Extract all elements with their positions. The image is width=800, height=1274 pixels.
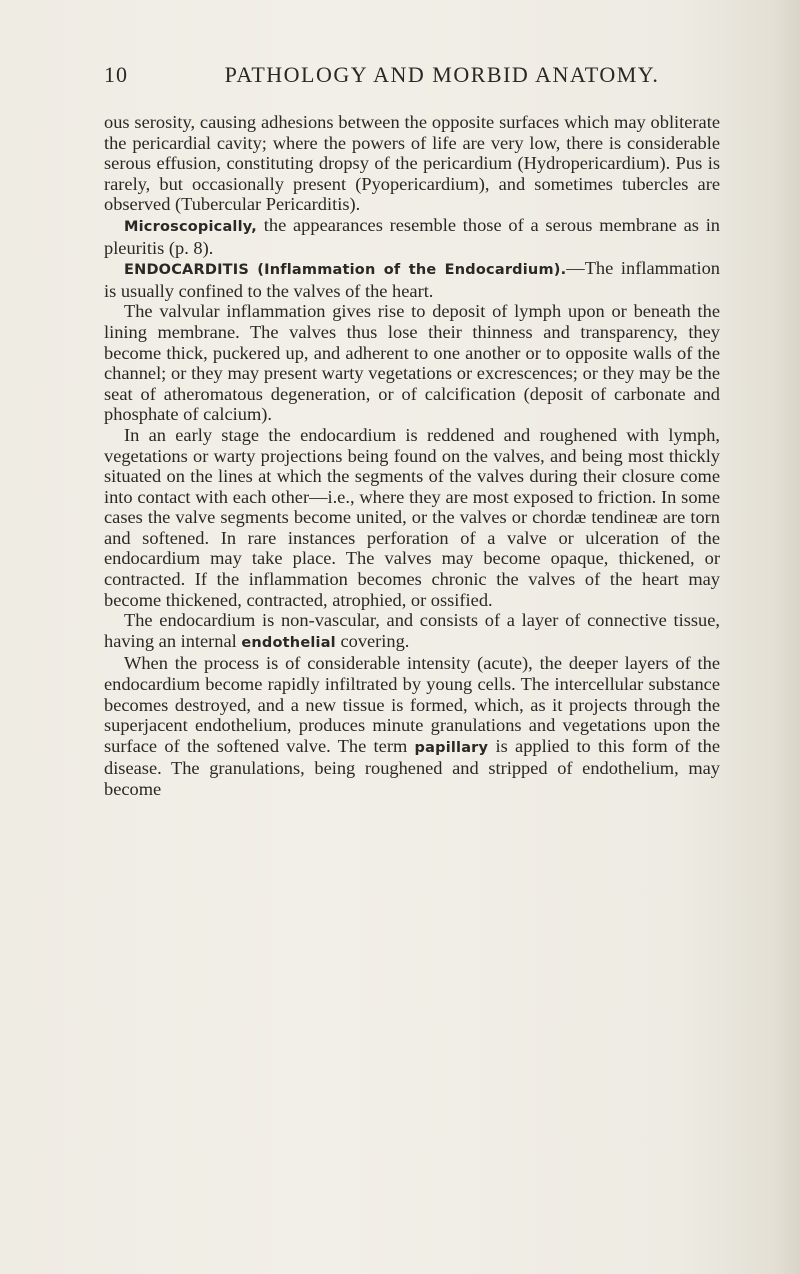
paragraph-early-stage: In an early stage the endocardium is reddened and roughened with lymph, vegetations or warty projections being found on the valves, and being most thickly situated on the lines at which the segments of the valves during their closure come into contact with each other—i.e., where they are most exposed to friction. In some cases the valve segments become united, or the valves or chordæ tendineæ are torn and softened. In rare instances perforation of a valve or ulceration of the endocardium may take place. The valves may become opaque, thickened, or contracted. If the inflammation becomes chronic the valves of the heart may become thickened, contracted, atrophied, or ossified.: [104, 424, 720, 610]
paragraph-endocarditis-heading: [104, 258, 720, 301]
paragraph-endocardium-end: covering.: [335, 630, 410, 651]
term-papillary: papillary: [414, 739, 489, 756]
running-title: PATHOLOGY AND MORBID ANATOMY.: [224, 62, 660, 87]
paragraph-endocardium-structure: [104, 610, 720, 653]
paragraph-valvular-inflammation: The valvular inflammation gives rise to deposit of lymph upon or beneath the lining membrane. The valves thus lose their thinness and transparency, they become thick, puckered up, and adherent to one another or to opposite walls of the channel; or they may present warty vegetations or excrescences; or they may be the seat of atheromatous degeneration, or of calcification (deposit of carbonate and phosphate of calcium).: [104, 301, 720, 425]
term-endothelial: endothelial: [241, 634, 336, 651]
paragraph-acute-end: is applied to this form of the disease. The granulations, being roughened and stripped of endothelium, may become: [104, 735, 720, 799]
term-endocarditis: ENDOCARDITIS (Inflammation of the Endocardium).: [124, 262, 567, 279]
page-number: 10: [104, 62, 128, 87]
page-text: [104, 112, 720, 800]
paragraph-endocardium-text: The endocardium is non-vascular, and consists of a layer of connective tissue, having an internal: [104, 610, 720, 651]
paragraph-microscopically: [104, 215, 720, 258]
paragraph-endocarditis-text: —The inflammation is usually confined to the valves of the heart.: [104, 258, 720, 301]
paragraph-microscopically-text: the appearances resemble those of a serous membrane as in pleuritis (p. 8).: [104, 214, 720, 258]
term-microscopically: Microscopically,: [124, 218, 257, 235]
paragraph-acute-process: [104, 653, 720, 799]
paragraph-pericarditis-continued: ous serosity, causing adhesions between the opposite surfaces which may obliterate the pericardial cavity; where the powers of life are very low, there is considerable serous effusion, constituting dropsy of the pericardium (Hydropericardium). Pus is rarely, but occasionally present (Pyopericardium), and sometimes tubercles are observed (Tubercular Pericarditis).: [104, 112, 720, 215]
page-header: [104, 62, 724, 92]
paragraph-acute-text: When the process is of considerable intensity (acute), the deeper layers of the endocardium become rapidly infiltrated by young cells. The intercellular substance becomes destroyed, and a new tissue is formed, which, as it projects through the superjacent endothelium, produces minute granulations and vegetations upon the surface of the softened valve. The term: [104, 653, 720, 756]
